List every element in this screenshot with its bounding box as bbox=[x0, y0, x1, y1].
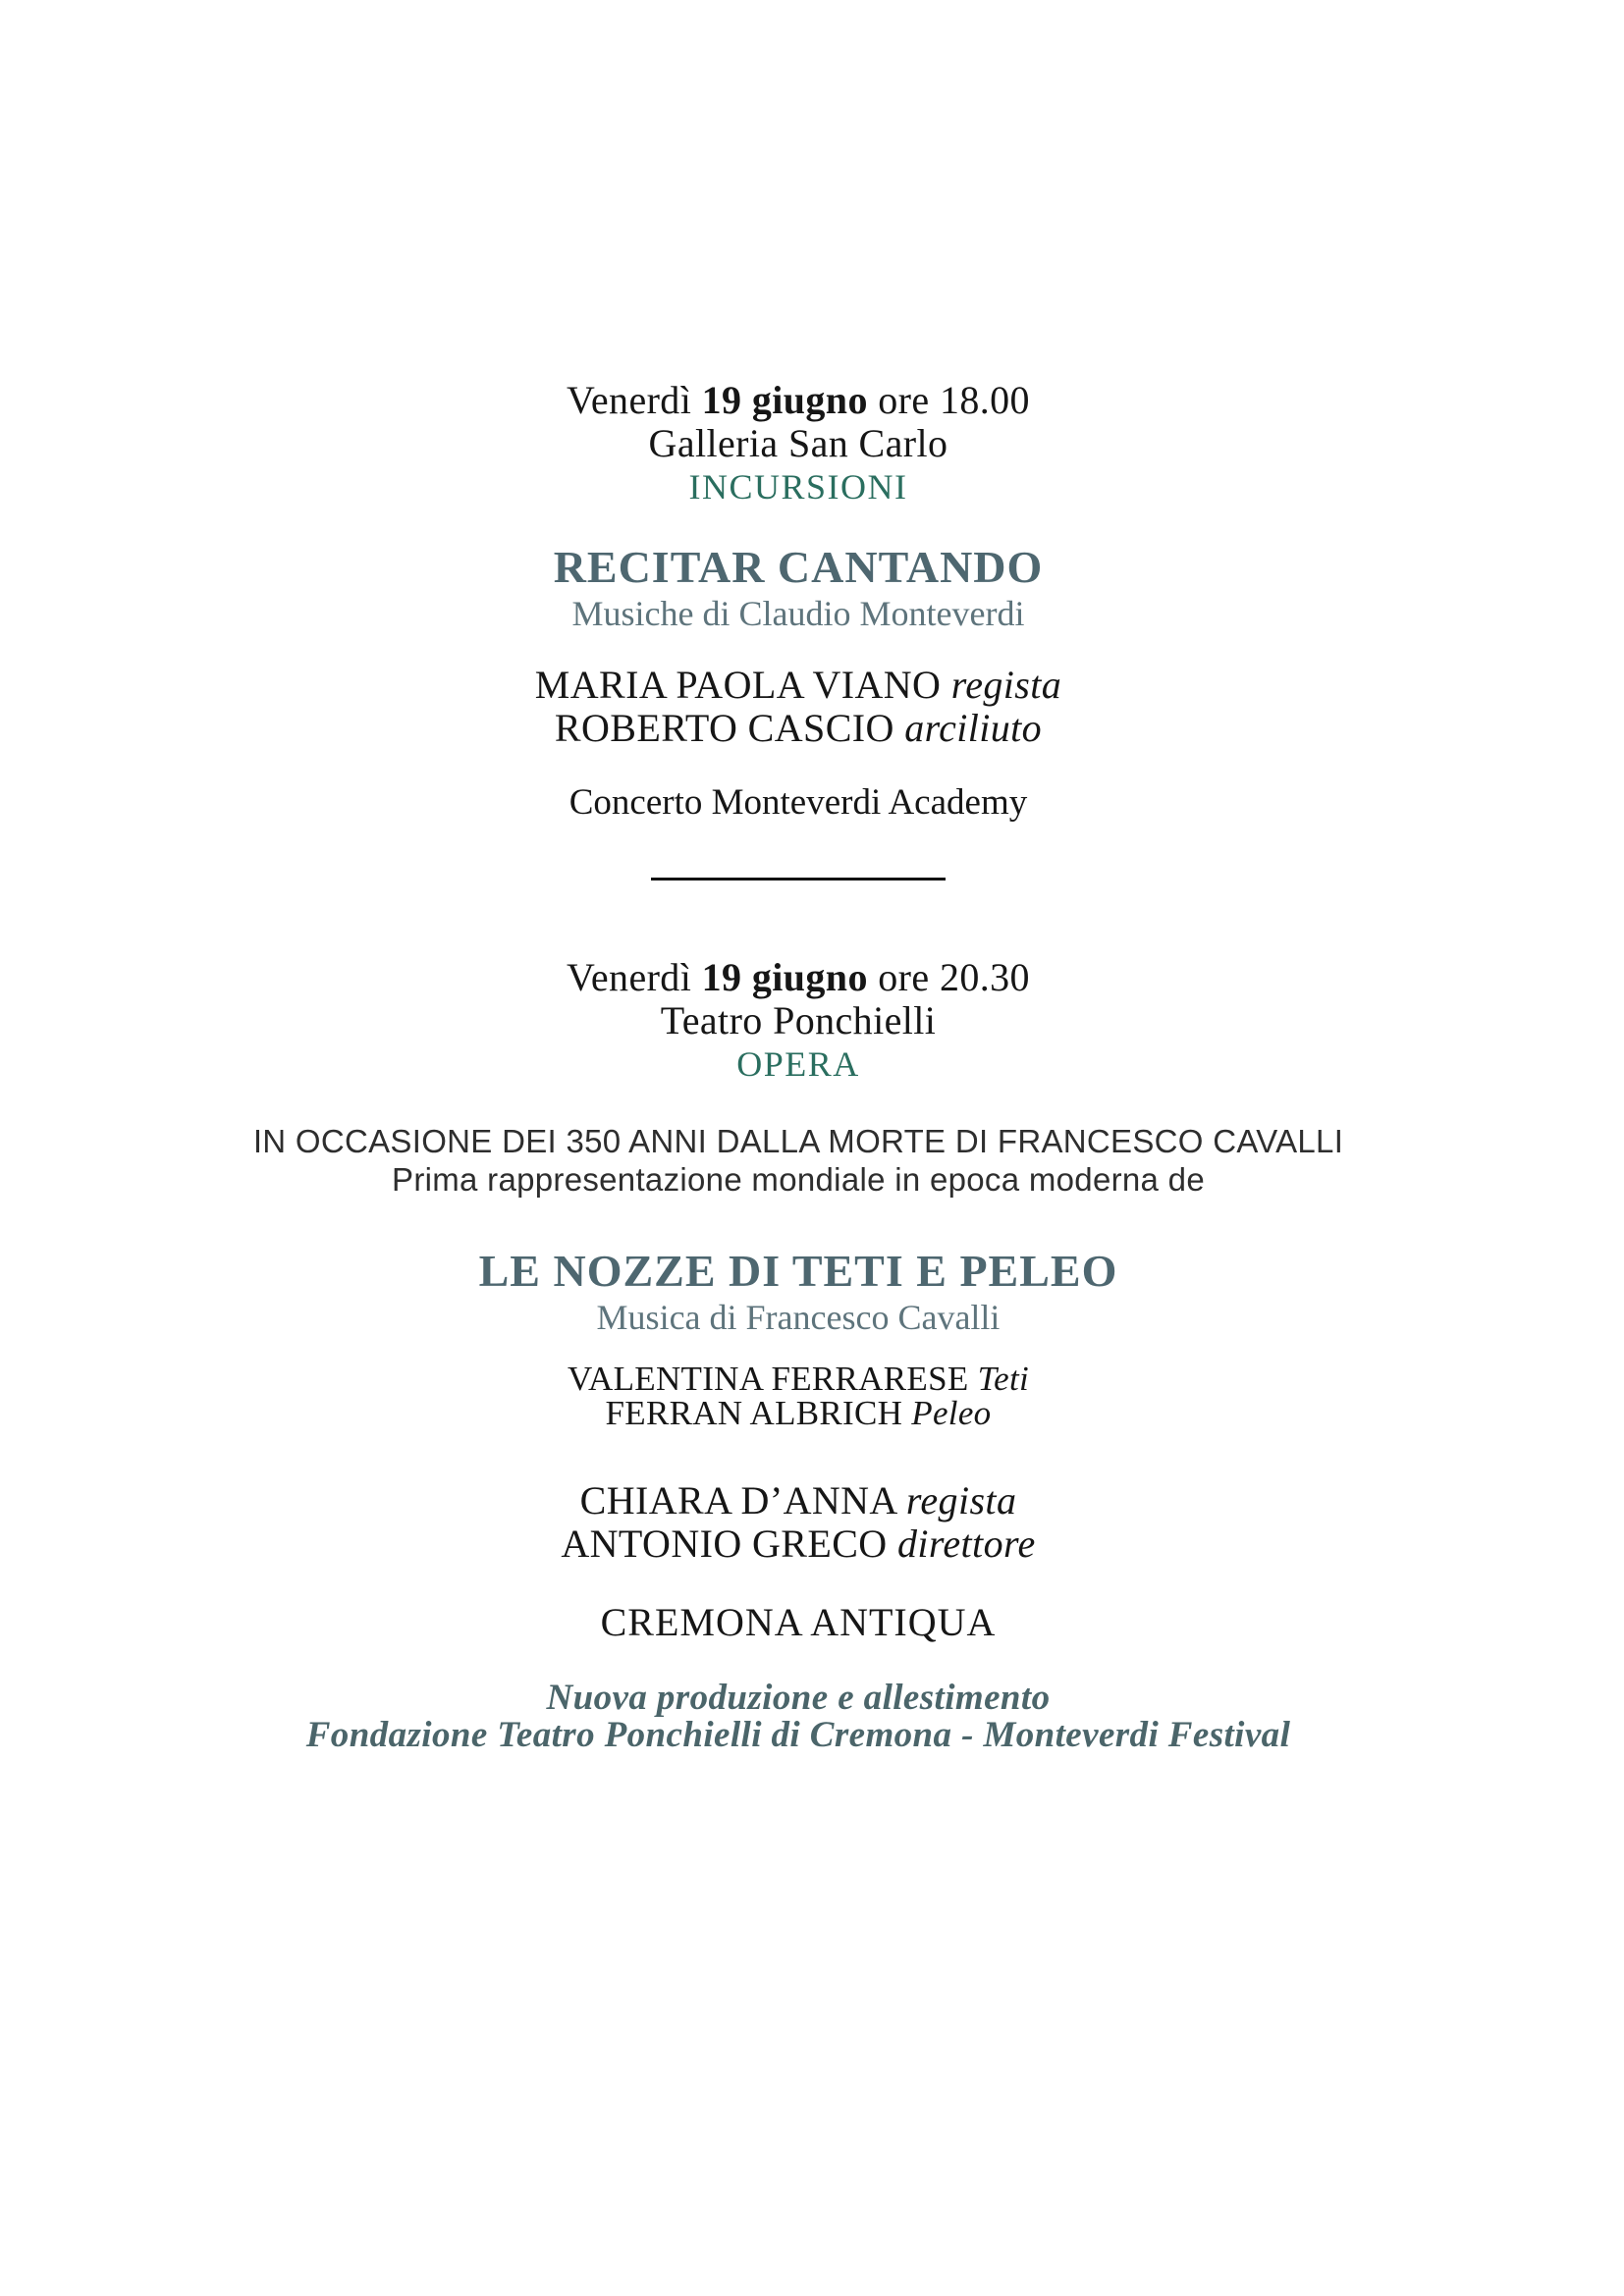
credit-name: ROBERTO CASCIO bbox=[554, 706, 894, 750]
credit-role: regista bbox=[950, 663, 1062, 707]
work-1-ensemble: Concerto Monteverdi Academy bbox=[568, 782, 1028, 823]
credit-line bbox=[0, 1479, 1597, 1522]
work-1-title: RECITAR CANTANDO bbox=[553, 542, 1044, 592]
event-1-time: ore 18.00 bbox=[878, 378, 1030, 422]
work-2-cast bbox=[0, 1362, 1597, 1430]
cast-role: Teti bbox=[977, 1360, 1030, 1398]
credit-name: CHIARA D’ANNA bbox=[579, 1478, 896, 1522]
occasion-line-2: Prima rappresentazione mondiale in epoca moderna de bbox=[392, 1161, 1205, 1198]
credit-role: direttore bbox=[897, 1522, 1036, 1566]
event-2-weekday: Venerdì bbox=[567, 955, 692, 999]
event-2-time: ore 20.30 bbox=[878, 955, 1030, 999]
production-line-1: Nuova produzione e allestimento bbox=[546, 1678, 1051, 1718]
work-2-title: LE NOZZE DI TETI E PELEO bbox=[478, 1246, 1118, 1296]
event-2-date-line bbox=[0, 956, 1597, 999]
work-2-title-block bbox=[0, 1246, 1597, 1338]
event-1-venue: Galleria San Carlo bbox=[648, 421, 948, 465]
event-2-venue: Teatro Ponchielli bbox=[660, 998, 937, 1042]
event-block-2 bbox=[0, 956, 1597, 1086]
event-block-1 bbox=[0, 379, 1597, 508]
work-2-ensemble: CREMONA ANTIQUA bbox=[600, 1600, 997, 1644]
credit-line bbox=[0, 664, 1597, 707]
work-1-subtitle: Musiche di Claudio Monteverdi bbox=[571, 594, 1025, 633]
credit-line bbox=[0, 1522, 1597, 1566]
credit-name: ANTONIO GRECO bbox=[561, 1522, 888, 1566]
cast-name: VALENTINA FERRARESE bbox=[567, 1360, 969, 1398]
cast-line bbox=[0, 1362, 1597, 1396]
cast-role: Peleo bbox=[911, 1394, 992, 1432]
work-2-credits bbox=[0, 1479, 1597, 1566]
event-2-date: 19 giugno bbox=[701, 955, 868, 999]
event-1-date-line bbox=[0, 379, 1597, 422]
work-1-credits bbox=[0, 664, 1597, 750]
credit-role: regista bbox=[905, 1478, 1017, 1522]
work-1-title-block bbox=[0, 542, 1597, 634]
event-1-date: 19 giugno bbox=[701, 378, 868, 422]
cast-line bbox=[0, 1396, 1597, 1430]
event-1-weekday: Venerdì bbox=[567, 378, 692, 422]
cast-name: FERRAN ALBRICH bbox=[605, 1394, 903, 1432]
production-block bbox=[0, 1680, 1597, 1754]
credit-role: arciliuto bbox=[904, 706, 1043, 750]
section-divider bbox=[651, 878, 946, 881]
occasion-line-1: IN OCCASIONE DEI 350 ANNI DALLA MORTE DI FRANCESCO CAVALLI bbox=[252, 1123, 1344, 1159]
event-2-category: OPERA bbox=[736, 1044, 860, 1084]
production-line-2: Fondazione Teatro Ponchielli di Cremona - Monteverdi Festival bbox=[305, 1715, 1291, 1755]
occasion-block bbox=[0, 1122, 1597, 1199]
credit-name: MARIA PAOLA VIANO bbox=[534, 663, 942, 707]
credit-line bbox=[0, 707, 1597, 750]
event-1-category: INCURSIONI bbox=[688, 467, 908, 507]
work-2-subtitle: Musica di Francesco Cavalli bbox=[596, 1298, 1001, 1337]
